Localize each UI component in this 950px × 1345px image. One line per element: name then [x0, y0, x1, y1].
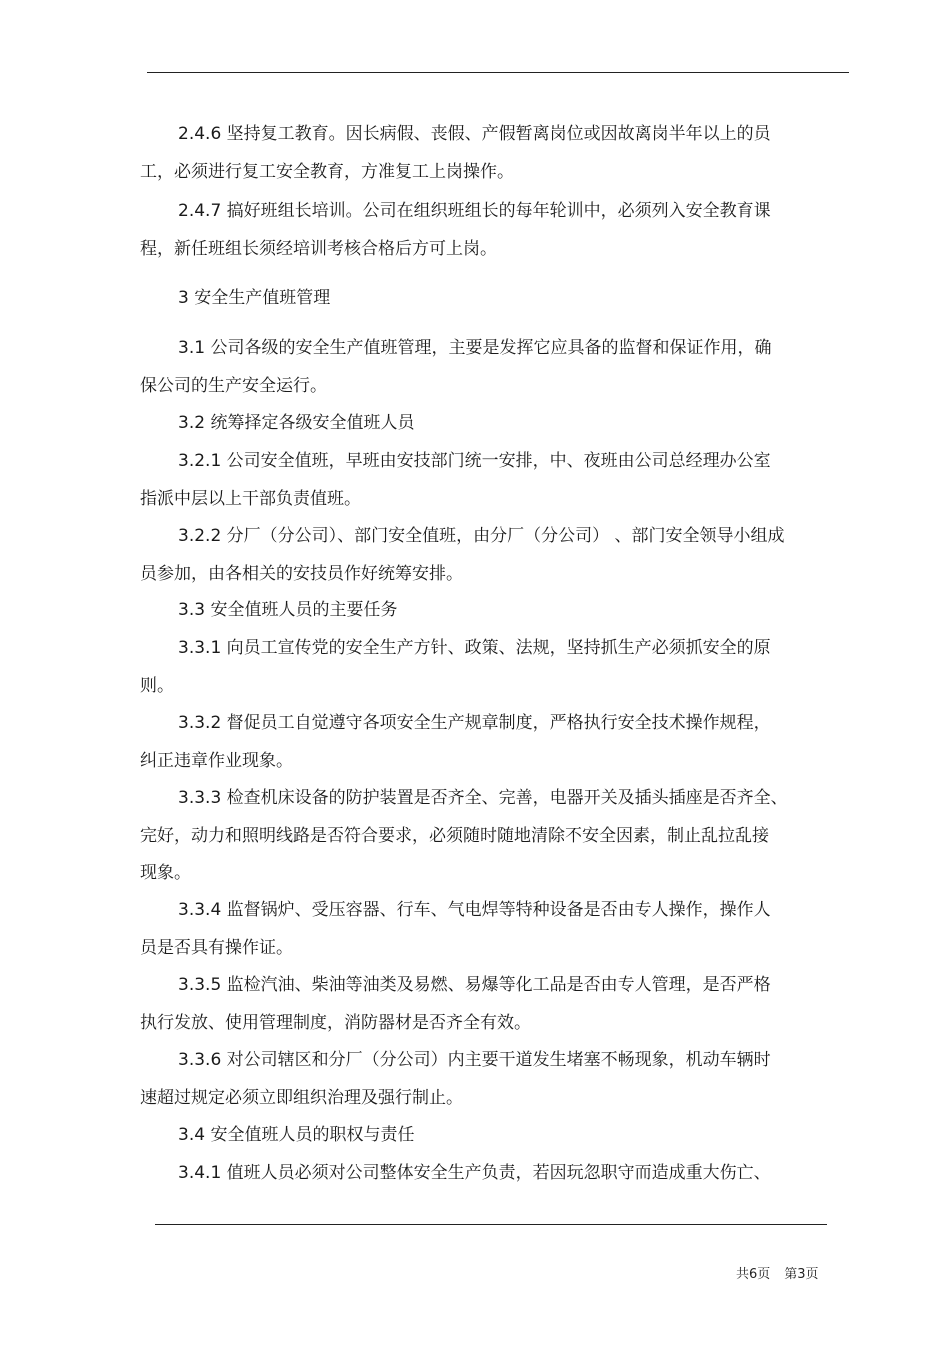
- text-line: 3.2.2 分厂（分公司）、部门安全值班，由分厂（分公司） 、部门安全领导小组成: [178, 526, 785, 546]
- text-line: 指派中层以上干部负责值班。: [140, 488, 361, 509]
- paragraph-3-3-1: [140, 630, 840, 705]
- paragraph-2-4-6: [140, 116, 840, 191]
- text-line: 工，必须进行复工安全教育，方准复工上岗操作。: [140, 161, 514, 182]
- paragraph-3-2: [140, 405, 840, 443]
- text-line: 保公司的生产安全运行。: [140, 375, 327, 396]
- paragraph-3-4-1: [140, 1155, 840, 1193]
- text-line: 3.3.5 监检汽油、柴油等油类及易燃、易爆等化工品是否由专人管理，是否严格: [178, 975, 771, 995]
- page-footer: [736, 1265, 819, 1285]
- text-line: 3.2.1 公司安全值班，早班由安技部门统一安排，中、夜班由公司总经理办公室: [178, 451, 771, 471]
- paragraph-3-1: [140, 330, 840, 405]
- text-line: 3.3.1 向员工宣传党的安全生产方针、政策、法规，坚持抓生产必须抓安全的原: [178, 638, 771, 658]
- text-line: 纠正违章作业现象。: [140, 750, 293, 771]
- text-line: 现象。: [140, 863, 191, 883]
- paragraph-3-3-6: [140, 1042, 840, 1117]
- text-line: 完好，动力和照明线路是否符合要求，必须随时随地清除不安全因素，制止乱拉乱接: [140, 825, 769, 846]
- paragraph-3-2-1: [140, 443, 840, 518]
- text-line: 速超过规定必须立即组织治理及强行制止。: [140, 1087, 463, 1108]
- footer-rule: [155, 1224, 827, 1225]
- header-rule: [147, 72, 849, 73]
- text-line: 3.3 安全值班人员的主要任务: [178, 600, 398, 620]
- text-line: 3.2 统筹择定各级安全值班人员: [178, 413, 415, 433]
- text-line: 执行发放、使用管理制度，消防器材是否齐全有效。: [140, 1012, 531, 1033]
- current-page-label: 第3页: [784, 1267, 819, 1282]
- text-line: 程，新任班组长须经培训考核合格后方可上岗。: [140, 238, 497, 259]
- text-line: 3.1 公司各级的安全生产值班管理，主要是发挥它应具备的监督和保证作用，确: [178, 338, 772, 358]
- total-pages-label: 共6页: [736, 1267, 771, 1282]
- paragraph-3-3-4: [140, 892, 840, 967]
- text-line: 2.4.7 搞好班组长培训。公司在组织班组长的每年轮训中，必须列入安全教育课: [178, 201, 771, 221]
- paragraph-3-3-3: [140, 780, 840, 893]
- text-line: 3.3.3 检查机床设备的防护装置是否齐全、完善，电器开关及插头插座是否齐全、: [178, 788, 788, 808]
- text-line: 3.3.4 监督锅炉、受压容器、行车、气电焊等特种设备是否由专人操作，操作人: [178, 900, 771, 920]
- text-line: 则。: [140, 675, 174, 696]
- paragraph-3-3-5: [140, 967, 840, 1042]
- text-line: 3.3.6 对公司辖区和分厂（分公司）内主要干道发生堵塞不畅现象，机动车辆时: [178, 1050, 771, 1070]
- text-line: 3.4.1 值班人员必须对公司整体安全生产负责，若因玩忽职守而造成重大伤亡、: [178, 1163, 771, 1183]
- text-line: 2.4.6 坚持复工教育。因长病假、丧假、产假暂离岗位或因故离岗半年以上的员: [178, 124, 771, 144]
- section-heading-3: [140, 280, 840, 318]
- text-line: 员参加，由各相关的安技员作好统筹安排。: [140, 563, 463, 584]
- paragraph-3-3: [140, 592, 840, 630]
- text-line: 3.4 安全值班人员的职权与责任: [178, 1125, 415, 1145]
- text-line: 员是否具有操作证。: [140, 937, 293, 958]
- paragraph-3-3-2: [140, 705, 840, 780]
- text-line: 3.3.2 督促员工自觉遵守各项安全生产规章制度，严格执行安全技术操作规程，: [178, 713, 771, 733]
- paragraph-2-4-7: [140, 193, 840, 268]
- text-line: 3 安全生产值班管理: [178, 288, 331, 308]
- paragraph-3-2-2: [140, 518, 840, 593]
- paragraph-3-4: [140, 1117, 840, 1155]
